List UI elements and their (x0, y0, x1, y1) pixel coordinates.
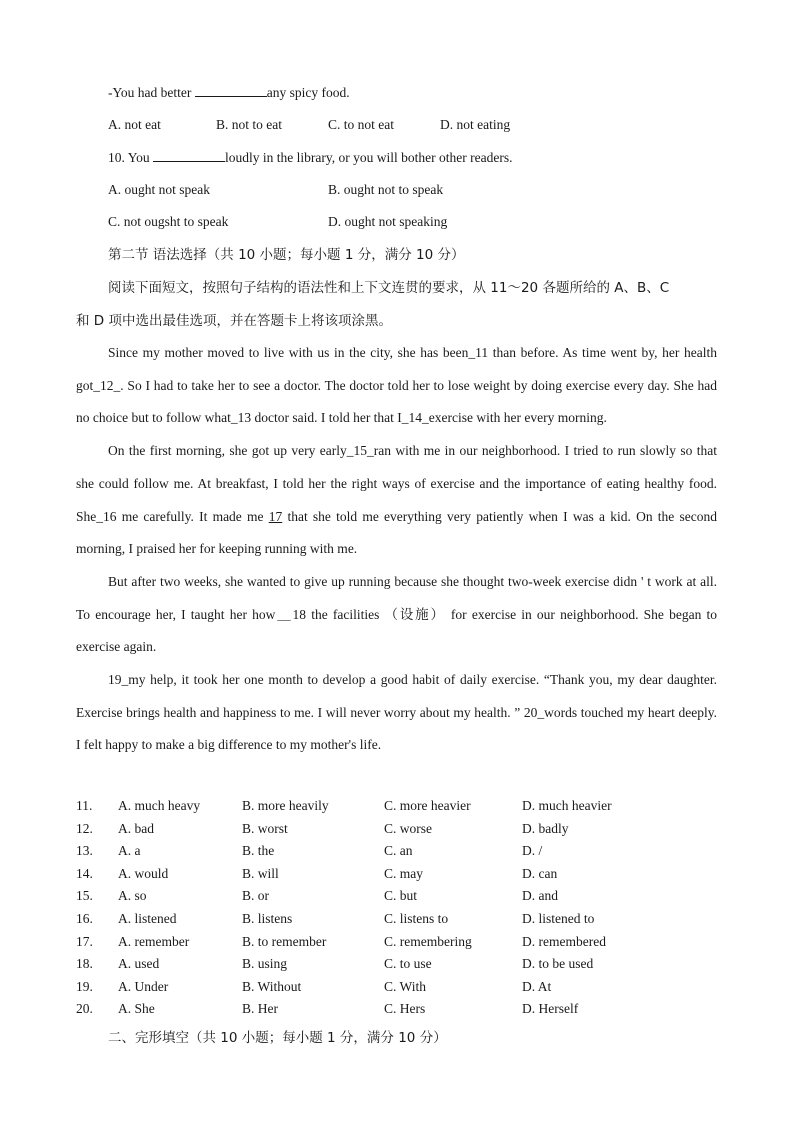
q9-blank (195, 84, 267, 97)
question-number: 14. (76, 865, 93, 881)
passage-paragraph-3-text: But after two weeks, she wanted to give up running because she thought two-week exercise didn ' t work at all. To encourage her, I taught her how＿18 the facilities （设施） for exercise in our neighborhood. She began to exercise again. (76, 573, 717, 655)
option-c: C. Hers (384, 1001, 426, 1017)
section3-heading: 二、完形填空（共 10 小题；每小题 1 分，满分 10 分） (108, 1030, 447, 1046)
q10-stem-after: loudly in the library, or you will bother other readers. (225, 150, 513, 165)
question-row-20 (76, 1001, 716, 1024)
question-number: 18. (76, 956, 93, 972)
passage-paragraph-3 (76, 566, 717, 664)
question-number: 17. (76, 933, 93, 949)
passage-paragraph-4 (76, 664, 717, 762)
option-c: C. worse (384, 820, 432, 836)
option-d: D. remembered (522, 933, 606, 949)
option-a: A. so (118, 888, 147, 904)
option-a: A. listened (118, 911, 177, 926)
question-number: 19. (76, 978, 93, 994)
passage-paragraph-2-text-a: On the first morning, she got up very early_15_ran with me in our neighborhood. I tried to run slowly so that she could follow me. At breakfast, I told her the right ways of exercise and the importance of eating healthy food. She_16 me carefully. It made me (76, 443, 717, 524)
question-number: 13. (76, 843, 93, 859)
q10-option-d: D. ought not speaking (328, 214, 448, 229)
option-b: B. using (242, 956, 288, 972)
option-b: B. Her (242, 1001, 278, 1017)
question-row-13 (76, 843, 716, 866)
q10-option-a: A. ought not speak (108, 182, 210, 197)
option-b: B. more heavily (242, 798, 329, 813)
option-c: C. more heavier (384, 798, 471, 813)
question-row-19 (76, 979, 716, 1002)
option-d: D. much heavier (522, 798, 612, 813)
option-a: A. a (118, 843, 141, 859)
question-number: 20. (76, 1001, 93, 1017)
section2-instruction-2: 和 D 项中选出最佳选项，并在答题卡上将该项涂黑。 (76, 313, 392, 329)
q10-option-c: C. not ougsht to speak (108, 214, 229, 229)
option-d: D. can (522, 865, 558, 881)
option-b: B. will (242, 865, 279, 881)
option-a: A. bad (118, 820, 154, 836)
passage (76, 337, 717, 762)
q9-stem-after: any spicy food. (266, 85, 350, 100)
q9-stem (108, 84, 350, 102)
question-number: 15. (76, 888, 93, 904)
option-b: B. listens (242, 911, 293, 926)
option-b: B. worst (242, 820, 288, 836)
option-d: D. to be used (522, 956, 594, 972)
q10-option-b: B. ought not to speak (328, 182, 444, 197)
q9-option-d: D. not eating (440, 117, 511, 132)
option-d: D. listened to (522, 911, 595, 926)
option-d: D. / (522, 843, 543, 859)
section2-heading: 第二节 语法选择（共 10 小题；每小题 1 分，满分 10 分） (108, 247, 465, 263)
option-d: D. badly (522, 820, 569, 836)
passage-paragraph-2 (76, 435, 717, 566)
q10-stem-before: 10. You (108, 150, 154, 165)
question-number: 12. (76, 820, 93, 836)
question-row-14 (76, 866, 716, 889)
option-c: C. listens to (384, 911, 449, 926)
section2-instruction-1: 阅读下面短文，按照句子结构的语法性和上下文连贯的要求，从 11～20 各题所给的 A、B、C (108, 280, 670, 296)
option-c: C. to use (384, 956, 432, 972)
option-d: D. and (522, 888, 558, 904)
question-number: 16. (76, 911, 93, 926)
q9-option-c: C. to not eat (328, 117, 394, 132)
option-a: A. Under (118, 978, 169, 994)
option-a: A. remember (118, 933, 190, 949)
option-d: D. Herself (522, 1001, 579, 1017)
option-c: C. With (384, 978, 426, 994)
q10-blank (153, 149, 225, 162)
question-row-12 (76, 821, 716, 844)
option-c: C. may (384, 865, 423, 881)
passage-paragraph-1-text: Since my mother moved to live with us in the city, she has been_11 than before. As time went by, her health got_12_. So I had to take her to see a doctor. The doctor told her to lose weight by doing exercise every day. She had no choice but to follow what_13 doctor said. I told her that I_14_exercise with her every morning. (76, 345, 717, 426)
option-c: C. but (384, 888, 418, 904)
q9-option-b: B. not to eat (216, 117, 282, 132)
option-b: B. Without (242, 978, 302, 994)
option-a: A. much heavy (118, 798, 201, 813)
question-row-18 (76, 956, 716, 979)
q10-stem (108, 149, 512, 167)
option-a: A. would (118, 865, 169, 881)
option-a: A. She (118, 1001, 155, 1017)
question-row-15 (76, 888, 716, 911)
option-b: B. the (242, 843, 275, 859)
passage-paragraph-1 (76, 337, 717, 435)
option-d: D. At (522, 978, 552, 994)
question-row-17 (76, 934, 716, 957)
option-a: A. used (118, 956, 160, 972)
question-row-11 (76, 798, 716, 821)
passage-blank-17: 17 (268, 508, 283, 524)
q9-option-a: A. not eat (108, 117, 161, 132)
option-c: C. remembering (384, 933, 472, 949)
question-number: 11. (76, 798, 93, 813)
option-b: B. to remember (242, 933, 327, 949)
passage-paragraph-2-text-b: that she told me everything very patiently when I was a kid. On the second morning, I praised her for keeping running with me. (76, 508, 717, 557)
question-row-16 (76, 911, 716, 934)
option-b: B. or (242, 888, 269, 904)
q9-stem-before: -You had better (108, 85, 195, 100)
passage-paragraph-4-text: 19_my help, it took her one month to develop a good habit of daily exercise. “Thank you, my dear daughter. Exercise brings health and happiness to me. I will never worry about my health. ” 20_words touched my heart deeply. I felt happy to make a big difference to my mother's life. (76, 672, 717, 753)
option-c: C. an (384, 843, 413, 859)
